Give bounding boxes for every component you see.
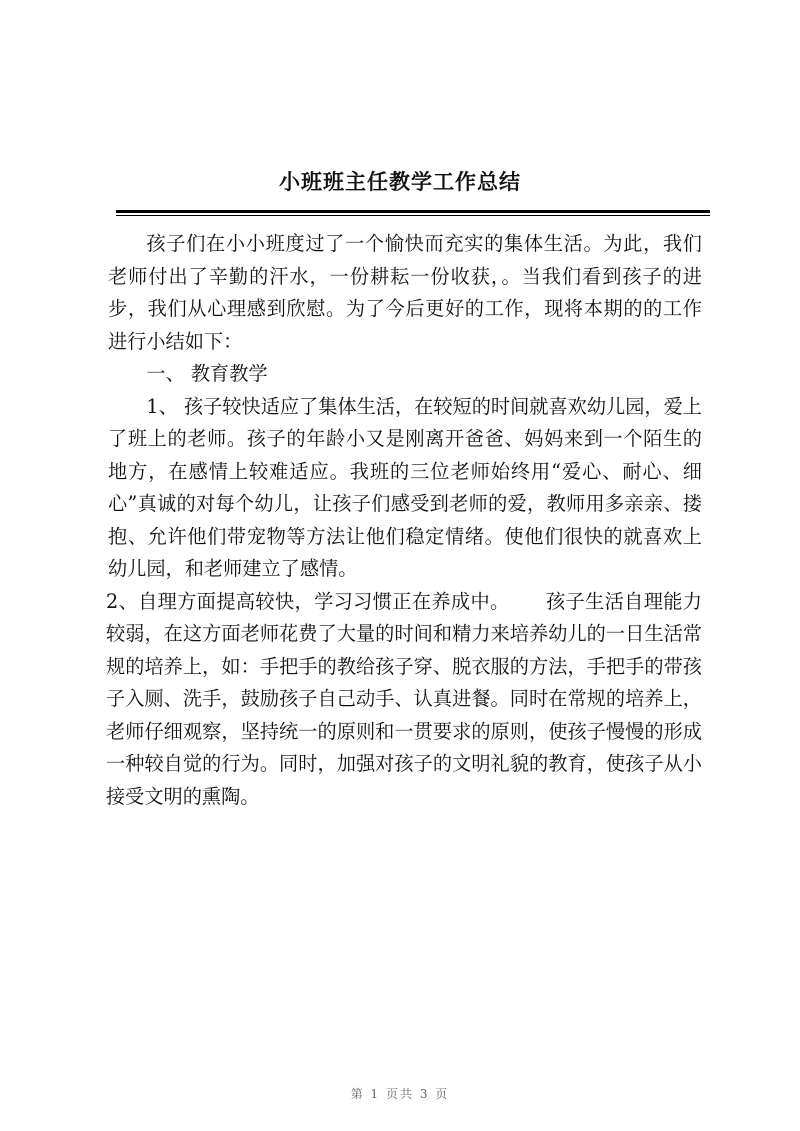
item-2-text: 孩子生活自理能力较弱，在这方面老师花费了大量的时间和精力来培养幼儿的一日生活常规的培养上，如：手把手的教给孩子穿、脱衣服的方法，手把手的带孩子入厕、洗手，鼓励孩子自己动手、认真进餐。同时在常规的培养上，老师仔细观察，坚持统一的原则和一贯要求的原则，使孩子慢慢的形成一种较自觉的行为。同时，加强对孩子的文明礼貌的教育，使孩子从小接受文明的熏陶。 xyxy=(106,589,702,808)
paragraph-item-2 xyxy=(106,586,702,814)
paragraph-item-1: 1、 孩子较快适应了集体生活，在较短的时间就喜欢幼儿园，爱上了班上的老师。孩子的年龄小又是刚离开爸爸、妈妈来到一个陌生的地方，在感情上较难适应。我班的三位老师始终用“爱心、耐心、细心”真诚的对每个幼儿，让孩子们感受到老师的爱，教师用多亲亲、搂抱、允许他们带宠物等方法让他们稳定情绪。使他们很快的就喜欢上幼儿园，和老师建立了感情。 xyxy=(108,394,702,580)
section-heading-education: 一、 教育教学 xyxy=(146,362,268,385)
page-footer: 第 1 页共 3 页 xyxy=(350,1087,450,1101)
paragraph-intro: 孩子们在小小班度过了一个愉快而充实的集体生活。为此，我们老师付出了辛勤的汗水，一份耕耘一份收获，。当我们看到孩子的进步，我们从心理感到欣慰。为了今后更好的工作，现将本期的的工作进行小结如下： xyxy=(108,232,702,353)
item-2-heading: 2、自理方面提高较快，学习习惯正在养成中。 xyxy=(106,589,510,613)
page-title: 小班班主任教学工作总结 xyxy=(279,169,521,194)
document-body xyxy=(108,228,702,813)
title-rule-thin xyxy=(116,215,710,216)
title-rule-thick xyxy=(116,210,710,213)
